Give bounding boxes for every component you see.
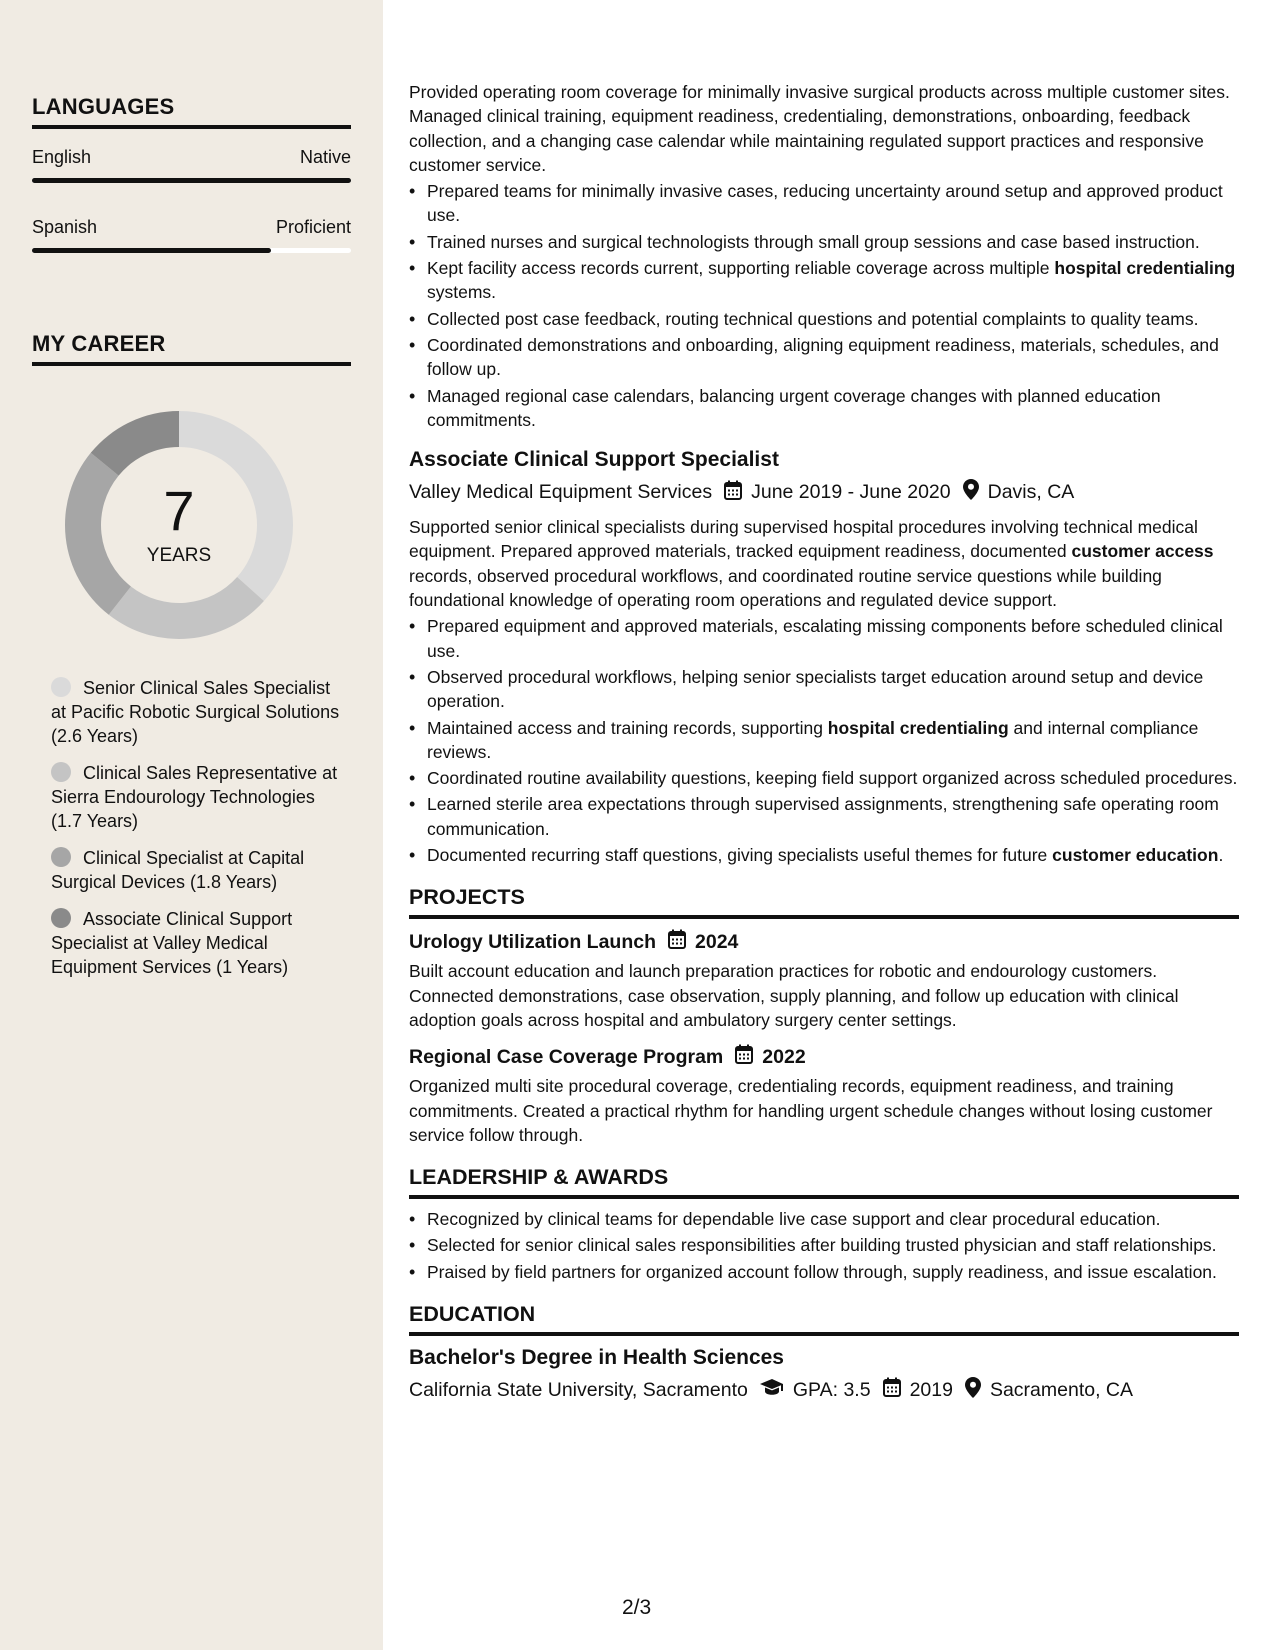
job-dates: June 2019 - June 2020 bbox=[751, 481, 951, 504]
project-year: 2022 bbox=[762, 1045, 806, 1068]
education-section bbox=[409, 1302, 1239, 1404]
career-legend bbox=[51, 676, 341, 979]
career-legend-text: Senior Clinical Sales Specialist at Pacific Robotic Surgical Solutions (2.6 Years) bbox=[51, 678, 340, 746]
gpa: GPA: 3.5 bbox=[792, 1378, 871, 1401]
language-english bbox=[32, 147, 351, 183]
page-number: 2/3 bbox=[622, 1596, 652, 1619]
job-bullet bbox=[409, 716, 1239, 765]
calendar-icon bbox=[735, 1044, 753, 1070]
career-legend-text: Associate Clinical Support Specialist at Valley Medical Equipment Services (1 Years) bbox=[51, 909, 293, 977]
project-year: 2024 bbox=[695, 930, 739, 953]
legend-dot-icon bbox=[51, 847, 71, 867]
job-bullet: • Learned sterile area expectations through supervised assignments, strengthening safe operating room communication. bbox=[409, 792, 1239, 841]
legend-dot-icon bbox=[51, 677, 71, 697]
bullet-text: systems. bbox=[427, 282, 497, 303]
language-bar bbox=[32, 248, 351, 253]
job-title: Associate Clinical Support Specialist bbox=[409, 448, 779, 472]
job-location: Davis, CA bbox=[987, 481, 1075, 504]
job-bullet: • Prepared teams for minimally invasive cases, reducing uncertainty around setup and approved product use. bbox=[409, 179, 1239, 228]
career-donut-chart bbox=[64, 410, 294, 640]
legend-dot-icon bbox=[51, 762, 71, 782]
summary-text: Supported senior clinical specialists during supervised hospital procedures involving technical medical equipment. Prepared approved materials, tracked equipment readiness, documented bbox=[409, 517, 1198, 562]
location-pin-icon bbox=[965, 1377, 981, 1404]
summary-keyword: customer access bbox=[1071, 541, 1214, 562]
job-meta bbox=[409, 479, 1239, 506]
degree-title: Bachelor's Degree in Health Sciences bbox=[409, 1345, 784, 1369]
total-years: 7 bbox=[163, 479, 195, 542]
school-location: Sacramento, CA bbox=[989, 1378, 1134, 1401]
summary-text: records, observed procedural workflows, and coordinated routine service questions while building foundational knowledge of operating room operations and regulated device support. bbox=[409, 565, 1162, 611]
leadership-section bbox=[409, 1165, 1239, 1284]
job-bullet: • Managed regional case calendars, balancing urgent coverage changes with planned education commitments. bbox=[409, 384, 1239, 433]
project-description: Built account education and launch preparation practices for robotic and endourology customers. Connected demonstrations, case observation, supply planning, and follow up education with clinical adoption goals across hospital and ambulatory surgery center settings. bbox=[409, 961, 1179, 1030]
projects-section bbox=[409, 885, 1239, 1147]
job-summary bbox=[409, 515, 1239, 612]
language-name: Spanish bbox=[32, 217, 98, 237]
bullet-text: . bbox=[1218, 845, 1224, 866]
job-bullet: • Prepared equipment and approved materials, escalating missing components before scheduled clinical use. bbox=[409, 614, 1239, 663]
language-bar-fill bbox=[32, 248, 271, 253]
career-legend-item bbox=[51, 846, 341, 894]
graduation-year: 2019 bbox=[909, 1378, 953, 1401]
job-bullet bbox=[409, 843, 1239, 867]
education-meta bbox=[409, 1377, 1239, 1404]
leadership-bullet: • Recognized by clinical teams for dependable live case support and clear procedural education. bbox=[409, 1207, 1239, 1231]
career-legend-item bbox=[51, 761, 341, 833]
job-bullets bbox=[409, 179, 1239, 432]
bullet-text: Kept facility access records current, supporting reliable coverage across multiple bbox=[427, 258, 1055, 279]
job-bullet: • Collected post case feedback, routing technical questions and potential complaints to quality teams. bbox=[409, 307, 1239, 331]
language-level: Native bbox=[299, 147, 351, 167]
company-name: Valley Medical Equipment Services bbox=[409, 481, 713, 504]
calendar-icon bbox=[883, 1377, 901, 1403]
bullet-text: Maintained access and training records, supporting bbox=[427, 717, 828, 738]
bullet-keyword: hospital credentialing bbox=[1054, 258, 1236, 279]
career-legend-text: Clinical Specialist at Capital Surgical Devices (1.8 Years) bbox=[51, 848, 305, 892]
project-description: Organized multi site procedural coverage, credentialing records, equipment readiness, and training commitments. Created a practical rhythm for handling urgent schedule changes without losing customer service follow through. bbox=[409, 1076, 1213, 1145]
language-name: English bbox=[32, 147, 92, 167]
leadership-bullet: • Praised by field partners for organized account follow through, supply readiness, and issue escalation. bbox=[409, 1260, 1239, 1284]
years-label: YEARS bbox=[146, 545, 212, 566]
education-heading: EDUCATION bbox=[409, 1302, 1239, 1336]
job-bullet: • Coordinated demonstrations and onboarding, aligning equipment readiness, materials, schedules, and follow up. bbox=[409, 333, 1239, 382]
language-bar bbox=[32, 178, 351, 183]
leadership-heading: LEADERSHIP & AWARDS bbox=[409, 1165, 1239, 1199]
project-entry bbox=[409, 1044, 1239, 1147]
project-title: Regional Case Coverage Program bbox=[409, 1045, 724, 1068]
career-legend-text: Clinical Sales Representative at Sierra Endourology Technologies (1.7 Years) bbox=[51, 763, 338, 831]
language-bar-fill bbox=[32, 178, 351, 183]
graduation-cap-icon bbox=[760, 1378, 784, 1402]
job-bullet: • Observed procedural workflows, helping senior specialists target education around setup and device operation. bbox=[409, 665, 1239, 714]
job-summary: Provided operating room coverage for minimally invasive surgical products across multiple customer sites. Managed clinical training, equipment readiness, credentialing, demonstrations, onboarding, feedback collection, and a changing case calendar while maintaining regulated support practices and responsive customer service. bbox=[409, 82, 1230, 175]
language-level: Proficient bbox=[275, 217, 351, 237]
leadership-bullets bbox=[409, 1207, 1239, 1284]
school-name: California State University, Sacramento bbox=[409, 1378, 748, 1401]
career-legend-item bbox=[51, 907, 341, 979]
job-bullets bbox=[409, 614, 1239, 867]
projects-heading: PROJECTS bbox=[409, 885, 1239, 919]
leadership-bullet: • Selected for senior clinical sales responsibilities after building trusted physician and staff relationships. bbox=[409, 1233, 1239, 1257]
legend-dot-icon bbox=[51, 908, 71, 928]
job-entry bbox=[409, 448, 1239, 867]
job-bullet: • Trained nurses and surgical technologists through small group sessions and case based instruction. bbox=[409, 230, 1239, 254]
calendar-icon bbox=[668, 929, 686, 955]
language-spanish bbox=[32, 217, 351, 253]
sidebar bbox=[0, 0, 383, 1650]
career-legend-item bbox=[51, 676, 341, 748]
bullet-text: Documented recurring staff questions, giving specialists useful themes for future bbox=[427, 845, 1053, 866]
calendar-icon bbox=[724, 480, 742, 506]
location-pin-icon bbox=[963, 479, 979, 506]
job-bullet bbox=[409, 256, 1239, 305]
bullet-text: and internal compliance reviews. bbox=[427, 717, 1199, 762]
job-bullet: • Coordinated routine availability questions, keeping field support organized across scheduled procedures. bbox=[409, 766, 1239, 790]
languages-heading: LANGUAGES bbox=[32, 94, 351, 129]
career-heading: MY CAREER bbox=[32, 331, 351, 366]
bullet-keyword: customer education bbox=[1052, 845, 1219, 866]
project-title: Urology Utilization Launch bbox=[409, 930, 656, 953]
job-entry-continued bbox=[409, 80, 1239, 432]
project-entry bbox=[409, 929, 1239, 1032]
bullet-keyword: hospital credentialing bbox=[827, 717, 1009, 738]
main-content bbox=[383, 0, 1275, 1650]
